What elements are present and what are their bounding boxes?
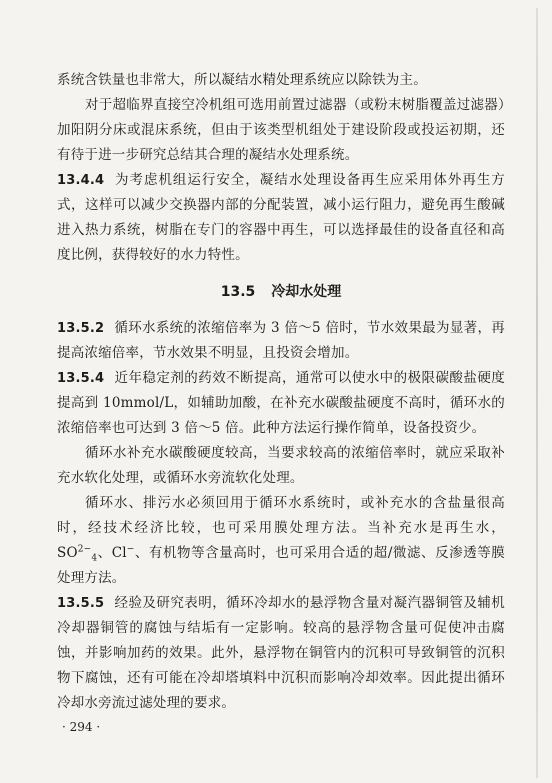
clause-number: 13.5.2	[57, 321, 105, 336]
clause-13-5-2	[57, 316, 505, 366]
chloride-charge: −	[126, 544, 135, 555]
clause-text: 为考虑机组运行安全，凝结水处理设备再生应采用体外再生方式，这样可以减少交换器内部的分配装置，减小运行阻力，避免再生酸碱进入热力系统，树脂在专门的容器中再生，可以选择最佳的设备直径和高度比例，获得较好的水力特性。	[57, 172, 505, 263]
section-title: 冷却水处理	[271, 284, 342, 300]
section-heading	[57, 280, 505, 304]
clause-number: 13.5.5	[57, 596, 105, 611]
sulfate-charge: 2−	[77, 544, 92, 555]
clause-text: 经验及研究表明，循环冷却水的悬浮物含量对凝汽器铜管及辅机冷却器铜管的腐蚀与结垢有一定影响。较高的悬浮物含量可促使冲击腐蚀，并影响加药的效果。此外，悬浮物在铜管内的沉积可导致铜管的沉积物下腐蚀，还有可能在冷却塔填料中沉积而影响冷却效率。因此提出循环冷却水旁流过滤处理的要求。	[57, 595, 505, 711]
page-content	[57, 68, 505, 716]
page-edge-shadow	[536, 8, 538, 778]
clause-13-5-5	[57, 591, 505, 716]
sulfate-subscript: 4	[91, 553, 98, 564]
clause-number: 13.4.4	[57, 173, 105, 188]
clause-text: 循环水系统的浓缩倍率为 3 倍～5 倍时，节水效果最为显著，再提高浓缩倍率，节水效果不明显，且投资会增加。	[57, 320, 505, 361]
paragraph-supercritical-units: 对于超临界直接空冷机组可选用前置过滤器（或粉末树脂覆盖过滤器）加阳阴分床或混床系统，但由于该类型机组处于建设阶段或投运初期，还有待于进一步研究总结其合理的凝结水处理系统。	[57, 97, 505, 163]
page-number: · 294 ·	[62, 720, 101, 734]
clause-13-4-4	[57, 168, 505, 268]
clause-number: 13.5.4	[57, 371, 105, 386]
clause-text: 近年稳定剂的药效不断提高，通常可以使水中的极限碳酸盐硬度提高到 10mmol/L，如辅助加酸，在补充水碳酸盐硬度不高时，循环水的浓缩倍率也可达到 3 倍～5 倍。此种方法运行操作简单，设备投资少。	[57, 370, 505, 436]
paragraph-softening: 循环水补充水碳酸硬度较高，当要求较高的浓缩倍率时，就应采取补充水软化处理，或循环水旁流软化处理。	[57, 445, 505, 486]
clause-13-5-4	[57, 366, 505, 441]
paragraph-iron-removal: 系统含铁量也非常大，所以凝结水精处理系统应以除铁为主。	[57, 72, 427, 88]
paragraph-membrane-treatment: 循环水、排污水必须回用于循环水系统时，或补充水的含盐量很高时，经技术经济比较，也可采用膜处理方法。当补充水是再生水，$SO^{2-}_4$、Cl−、有机物等含量高时，也可采用合适的超/微滤、反渗透等膜处理方法。	[57, 495, 505, 586]
section-number: 13.5	[220, 284, 256, 300]
